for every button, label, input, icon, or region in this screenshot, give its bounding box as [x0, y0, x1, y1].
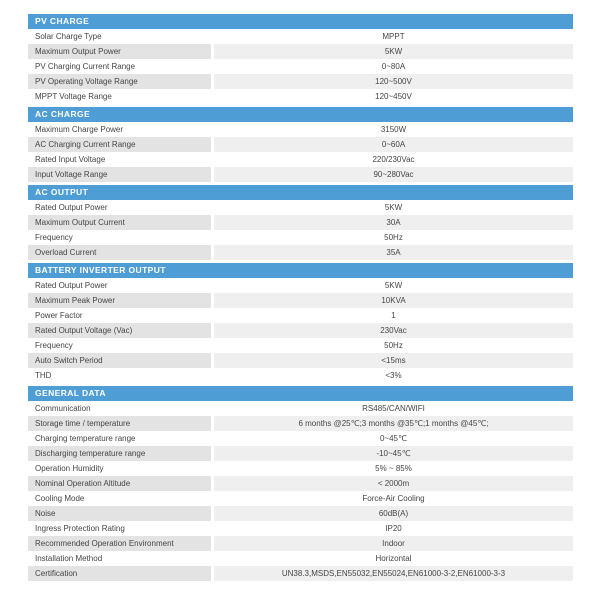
- spec-label: Overload Current: [28, 245, 211, 260]
- spec-section: [28, 263, 573, 383]
- spec-row: [28, 338, 573, 353]
- spec-row: [28, 200, 573, 215]
- spec-value: 5KW: [214, 44, 573, 59]
- spec-label: Cooling Mode: [35, 494, 85, 503]
- spec-row: [28, 74, 573, 89]
- spec-label: Maximum Peak Power: [28, 293, 211, 308]
- spec-label: Operation Humidity: [35, 464, 104, 473]
- spec-row: [28, 446, 573, 461]
- spec-value: UN38.3,MSDS,EN55032,EN55024,EN61000-3-2,EN61000-3-3: [214, 566, 573, 581]
- spec-value: 60dB(A): [214, 506, 573, 521]
- spec-label: Frequency: [35, 233, 73, 242]
- spec-value: 5% ~ 85%: [375, 464, 412, 473]
- spec-label: Nominal Operation Altitude: [28, 476, 211, 491]
- spec-row: [28, 566, 573, 581]
- spec-row: [28, 416, 573, 431]
- spec-row: [28, 152, 573, 167]
- spec-row: [28, 491, 573, 506]
- spec-value: < 2000m: [214, 476, 573, 491]
- spec-value: 35A: [214, 245, 573, 260]
- spec-value: 0~60A: [214, 137, 573, 152]
- spec-label: Discharging temperature range: [28, 446, 211, 461]
- section-header: BATTERY INVERTER OUTPUT: [28, 263, 573, 278]
- spec-value: <15ms: [214, 353, 573, 368]
- spec-row: [28, 308, 573, 323]
- spec-row: [28, 215, 573, 230]
- spec-value: 0~80A: [381, 62, 406, 71]
- spec-value: 30A: [214, 215, 573, 230]
- spec-label: Storage time / temperature: [28, 416, 211, 431]
- spec-label: Rated Input Voltage: [35, 155, 106, 164]
- spec-label: Certification: [28, 566, 211, 581]
- spec-row: [28, 476, 573, 491]
- spec-row: [28, 167, 573, 182]
- spec-value: Horizontal: [375, 554, 412, 563]
- spec-label: Noise: [28, 506, 211, 521]
- spec-label: Power Factor: [35, 311, 83, 320]
- spec-label: Ingress Protection Rating: [35, 524, 125, 533]
- spec-row: [28, 59, 573, 74]
- spec-label: Frequency: [35, 341, 73, 350]
- spec-row: [28, 521, 573, 536]
- spec-section: [28, 185, 573, 260]
- spec-label: Communication: [35, 404, 91, 413]
- spec-label: MPPT Voltage Range: [35, 92, 112, 101]
- section-header: PV CHARGE: [28, 14, 573, 29]
- spec-value: Indoor: [214, 536, 573, 551]
- spec-table: [28, 14, 573, 581]
- spec-label: Recommended Operation Environment: [28, 536, 211, 551]
- spec-row: [28, 551, 573, 566]
- spec-row: [28, 29, 573, 44]
- spec-label: Input Voltage Range: [28, 167, 211, 182]
- spec-row: [28, 245, 573, 260]
- spec-row: [28, 278, 573, 293]
- spec-row: [28, 368, 573, 383]
- spec-value: Force-Air Cooling: [362, 494, 425, 503]
- spec-value: 3150W: [380, 125, 407, 134]
- spec-value: 50Hz: [384, 233, 403, 242]
- spec-value: 50Hz: [384, 341, 403, 350]
- spec-value: 0~45℃: [379, 434, 407, 443]
- spec-label: Rated Output Power: [35, 203, 108, 212]
- section-header: AC OUTPUT: [28, 185, 573, 200]
- spec-value: MPPT: [382, 32, 405, 41]
- spec-label: Rated Output Power: [35, 281, 108, 290]
- spec-row: [28, 461, 573, 476]
- spec-value: 1: [391, 311, 396, 320]
- spec-label: Maximum Output Current: [28, 215, 211, 230]
- spec-value: 120~500V: [214, 74, 573, 89]
- spec-value: 120~450V: [375, 92, 412, 101]
- spec-row: [28, 536, 573, 551]
- spec-section: [28, 386, 573, 581]
- spec-label: Solar Charge Type: [35, 32, 102, 41]
- section-header: AC CHARGE: [28, 107, 573, 122]
- spec-value: 5KW: [384, 203, 403, 212]
- spec-row: [28, 137, 573, 152]
- spec-section: [28, 107, 573, 182]
- spec-row: [28, 323, 573, 338]
- spec-row: [28, 293, 573, 308]
- spec-label: THD: [35, 371, 52, 380]
- spec-row: [28, 431, 573, 446]
- spec-value: 5KW: [384, 281, 403, 290]
- spec-label: Installation Method: [35, 554, 103, 563]
- spec-row: [28, 353, 573, 368]
- section-header: GENERAL DATA: [28, 386, 573, 401]
- spec-row: [28, 44, 573, 59]
- spec-label: PV Charging Current Range: [35, 62, 136, 71]
- spec-value: -10~45℃: [214, 446, 573, 461]
- spec-row: [28, 506, 573, 521]
- spec-value: 90~280Vac: [214, 167, 573, 182]
- spec-value: RS485/CAN/WIFI: [362, 404, 425, 413]
- spec-value: <3%: [385, 371, 402, 380]
- spec-label: AC Charging Current Range: [28, 137, 211, 152]
- spec-value: 6 months @25℃;3 months @35℃;1 months @45℃;: [214, 416, 573, 431]
- spec-label: PV Operating Voltage Range: [28, 74, 211, 89]
- spec-label: Charging temperature range: [35, 434, 136, 443]
- spec-label: Auto Switch Period: [28, 353, 211, 368]
- spec-row: [28, 230, 573, 245]
- spec-label: Maximum Charge Power: [35, 125, 124, 134]
- spec-label: Maximum Output Power: [28, 44, 211, 59]
- spec-section: [28, 14, 573, 104]
- spec-value: 10KVA: [214, 293, 573, 308]
- spec-value: IP20: [385, 524, 402, 533]
- spec-row: [28, 401, 573, 416]
- spec-row: [28, 89, 573, 104]
- spec-row: [28, 122, 573, 137]
- spec-value: 220/230Vac: [372, 155, 415, 164]
- spec-label: Rated Output Voltage (Vac): [28, 323, 211, 338]
- spec-value: 230Vac: [214, 323, 573, 338]
